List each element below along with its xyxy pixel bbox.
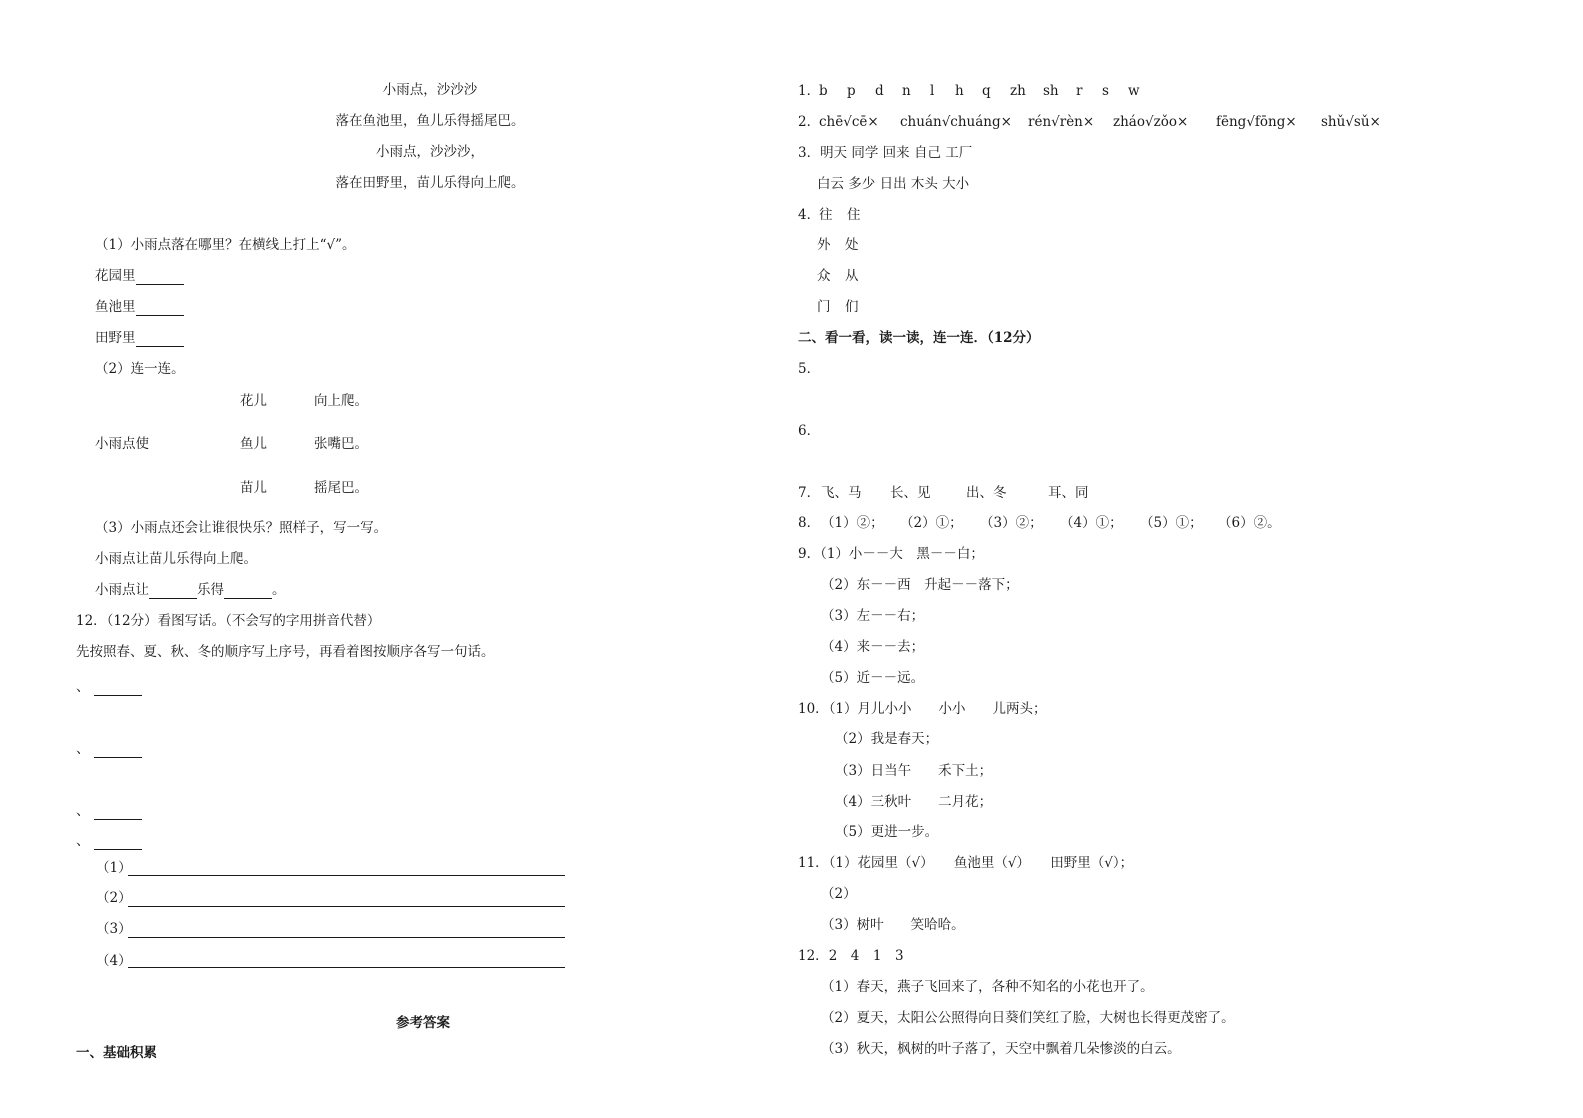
answer-4-char: 门 [817,299,831,315]
answer-4-char: 从 [845,268,859,284]
answers-title: 参考答案 [396,1015,450,1031]
answer-blank[interactable] [94,743,142,758]
answer-12-line-3: （3）秋天，枫树的叶子落了，天空中飘着几朵惨淡的白云。 [821,1041,1181,1057]
order-mark: 、 [76,679,90,695]
answer-1-letter: r [1076,83,1083,99]
answer-1-letter: p [847,83,856,99]
answer-blank[interactable] [136,301,184,316]
answer-9 [798,545,984,563]
answer-1-letter: n [902,83,911,99]
answer-3-line-2: 白云 多少 日出 木头 大小 [817,176,970,192]
q12-instruction: 先按照春、夏、秋、冬的顺序写上序号，再看着图按顺序各写一句话。 [76,644,495,660]
q12-line-label-1: （1） [96,860,132,876]
q12-line-label-3: （3） [96,921,132,937]
q2-left-2[interactable]: 鱼儿 [240,436,267,452]
answer-2-item: chē√cē× [819,114,879,130]
q12-order-3 [76,802,142,820]
poem-line-2: 落在鱼池里，鱼儿乐得摇尾巴。 [335,113,525,129]
answer-9-line-2: （2）东－－西 升起－－落下； [821,577,1019,593]
answer-5-label: 5． [798,361,821,377]
answer-label: 11． [798,855,829,871]
answer-blank[interactable] [94,805,142,820]
section-2-heading: 二、看一看，读一读，连一连．（12分） [798,330,1040,346]
answer-10-line-4: （4）三秋叶 二月花； [835,794,993,810]
q3-fill-b: 乐得 [197,582,224,598]
answer-8-item: （5）①； [1140,515,1203,531]
answer-11 [798,854,1133,872]
q1-option-3 [95,329,184,347]
answer-blank[interactable] [224,584,272,599]
answer-2-label: 2． [798,114,821,130]
q12-line-label-4: （4） [96,953,132,969]
answer-9-line-3: （3）左－－右； [821,608,925,624]
answer-10-line-2: （2）我是春天； [835,731,939,747]
q2-left-1[interactable]: 花儿 [240,393,267,409]
q12-order-2 [76,740,142,758]
q1-option-1 [95,267,184,285]
q3-example: 小雨点让苗儿乐得向上爬。 [95,551,257,567]
answer-6-label: 6． [798,423,821,439]
answer-4-char: 外 [817,237,831,253]
q3-fill-c: 。 [272,582,286,598]
order-mark: 、 [76,803,90,819]
poem-line-1: 小雨点，沙沙沙 [382,82,478,98]
answer-8-item: （4）①； [1060,515,1123,531]
answer-blank[interactable] [94,681,142,696]
answer-12-line-2: （2）夏天，太阳公公照得向日葵们笑红了脸，大树也长得更茂密了。 [821,1010,1235,1026]
order-mark: 、 [76,741,90,757]
answer-1-letter: zh [1010,83,1026,99]
answer-7-item: 耳、同 [1048,485,1089,501]
answer-2-item: shǔ√sǔ× [1321,114,1381,130]
answer-7-label: 7． [798,485,821,501]
answer-label: 12． [798,948,829,964]
right-column [790,0,1583,1118]
q3-fill-a: 小雨点让 [95,582,149,598]
q12-order-1 [76,678,142,696]
section-1-heading: 一、基础积累 [76,1045,157,1061]
answer-blank[interactable] [136,332,184,347]
q12-line-label-2: （2） [96,890,132,906]
q2-right-1[interactable]: 向上爬。 [314,393,368,409]
answer-2-item: chuán√chuáng× [900,114,1012,130]
answer-11-line-1: （1）花园里（√） 鱼池里（√） 田野里（√）； [828,855,1134,871]
q12-title: 12．（12分）看图写话。（不会写的字用拼音代替） [76,613,381,629]
answer-3-line-1: 明天 同学 回来 自己 工厂 [820,145,973,161]
answer-9-line-4: （4）来－－去； [821,639,925,655]
answer-9-line-5: （5）近－－远。 [821,670,925,686]
answer-2-item: fēng√fōng× [1216,114,1297,130]
answer-7-item: 长、见 [890,485,931,501]
q1-option-label: 花园里 [95,268,136,284]
answer-7-item: 出、冬 [966,485,1007,501]
answer-12-order: 2 4 1 3 [828,948,904,964]
q2-right-2[interactable]: 张嘴巴。 [314,436,368,452]
q2-subject: 小雨点使 [95,436,149,452]
writing-line[interactable] [128,875,565,876]
answer-1-letter: q [982,83,991,99]
answer-1-letter: h [955,83,964,99]
answer-4-char: 们 [845,299,859,315]
answer-label: 3． [798,145,821,161]
answer-8-item: （3）②； [980,515,1043,531]
answer-2-item: zháo√zǒo× [1113,114,1189,130]
answer-1-letter: l [930,83,935,99]
q1-option-label: 田野里 [95,330,136,346]
answer-4-char: 处 [845,237,859,253]
answer-1-letter: d [875,83,884,99]
q1-option-2 [95,298,184,316]
writing-line[interactable] [128,967,565,968]
answer-1-letter: s [1102,83,1109,99]
answer-blank[interactable] [94,835,142,850]
order-mark: 、 [76,833,90,849]
q3-prompt: （3）小雨点还会让谁很快乐？照样子，写一写。 [95,520,388,536]
answer-4-char: 众 [817,268,831,284]
writing-line[interactable] [128,937,565,938]
answer-11-line-2: （2） [821,886,857,902]
q1-prompt: （1）小雨点落在哪里？在横线上打上“√”。 [95,237,356,253]
answer-8-label: 8． [798,515,821,531]
answer-blank[interactable] [136,270,184,285]
answer-8-item: （6）②。 [1218,515,1281,531]
answer-1-letter: w [1128,83,1140,99]
q12-order-4 [76,832,142,850]
answer-10-line-1: （1）月儿小小 小小 儿两头； [828,701,1047,717]
poem-line-4: 落在田野里，苗儿乐得向上爬。 [335,175,525,191]
answer-7-item: 飞、马 [821,485,862,501]
answer-4-char: 住 [847,207,861,223]
answer-12-line-1: （1）春天，燕子飞回来了，各种不知名的小花也开了。 [821,979,1154,995]
q3-fill-line [95,581,286,599]
answer-2-item: rén√rèn× [1028,114,1095,130]
answer-9-line-1: （1）小－－大 黑－－白； [820,546,984,562]
answer-1-letter: sh [1043,83,1059,99]
q2-right-3[interactable]: 摇尾巴。 [314,480,368,496]
q1-option-label: 鱼池里 [95,299,136,315]
answer-4-label: 4． [798,207,821,223]
answer-4-char: 往 [819,207,833,223]
q2-left-3[interactable]: 苗儿 [240,480,267,496]
answer-label: 1． [798,83,821,99]
answer-3 [798,144,972,162]
left-column [0,0,790,1118]
answer-10 [798,700,1047,718]
q2-prompt: （2）连一连。 [95,361,185,377]
answer-blank[interactable] [149,584,197,599]
answer-11-line-3: （3）树叶 笑哈哈。 [821,917,965,933]
answer-8-item: （1）②； [821,515,884,531]
answer-12 [798,947,904,965]
answer-8-item: （2）①； [900,515,963,531]
answer-1 [798,82,820,100]
answer-10-line-3: （3）日当午 禾下土； [835,763,993,779]
writing-line[interactable] [128,906,565,907]
answer-label: 10． [798,701,829,717]
poem-line-3: 小雨点，沙沙沙， [376,144,484,160]
answer-1-letter: b [819,83,828,99]
answer-10-line-5: （5）更进一步。 [835,824,939,840]
answer-label: 9． [798,546,821,562]
